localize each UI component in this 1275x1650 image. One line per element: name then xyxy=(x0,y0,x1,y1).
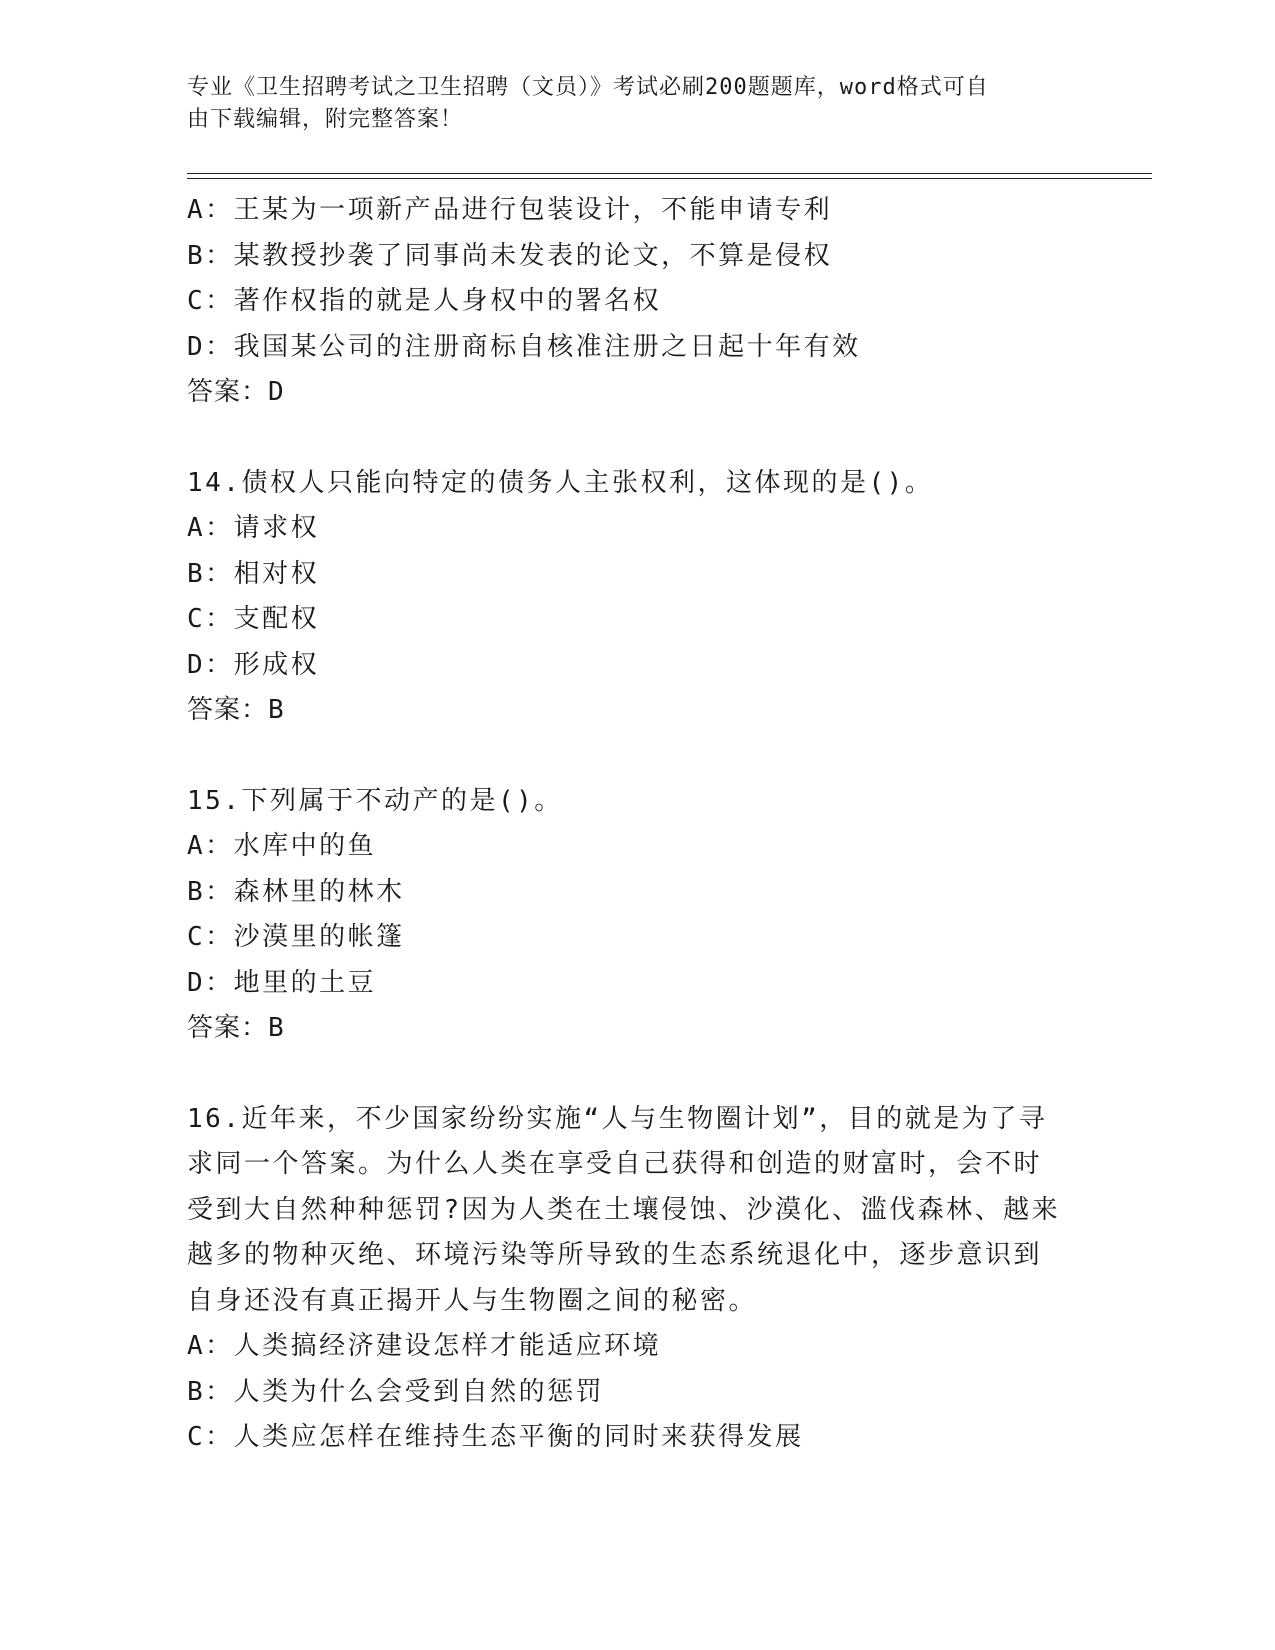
header-line-1: 专业《卫生招聘考试之卫生招聘（文员）》考试必刷200题题库，word格式可自 xyxy=(187,75,989,100)
question-13 xyxy=(187,188,1087,416)
question-stem-line-1: 16.近年来，不少国家纷纷实施“人与生物圈计划”，目的就是为了寻 xyxy=(187,1103,1048,1134)
option-d: D：形成权 xyxy=(187,649,320,680)
header-rule-bottom xyxy=(187,178,1152,179)
document-header xyxy=(187,72,1067,136)
question-stem-line-4: 越多的物种灭绝、环境污染等所导致的生态系统退化中，逐步意识到 xyxy=(187,1240,1043,1270)
answer: 答案：D xyxy=(187,377,285,407)
answer: 答案：B xyxy=(187,695,285,725)
option-b: B：某教授抄袭了同事尚未发表的论文，不算是侵权 xyxy=(187,240,833,271)
option-c: C：支配权 xyxy=(187,604,320,634)
question-stem-line-3: 受到大自然种种惩罚?因为人类在土壤侵蚀、沙漠化、滥伐森林、越来 xyxy=(187,1194,1061,1225)
question-stem: 15.下列属于不动产的是()。 xyxy=(187,785,563,816)
option-c: C：著作权指的就是人身权中的署名权 xyxy=(187,286,662,316)
option-c: C：沙漠里的帐篷 xyxy=(187,922,405,952)
option-a: A：人类搞经济建设怎样才能适应环境 xyxy=(187,1331,662,1361)
header-line-2: 由下载编辑，附完整答案！ xyxy=(187,107,464,132)
option-b: B：相对权 xyxy=(187,558,320,589)
option-b: B：森林里的林木 xyxy=(187,876,405,907)
question-16 xyxy=(187,1097,1087,1461)
option-d: D：我国某公司的注册商标自核准注册之日起十年有效 xyxy=(187,331,861,362)
question-14 xyxy=(187,461,1087,734)
option-a: A：请求权 xyxy=(187,513,320,543)
question-stem-line-2: 求同一个答案。为什么人类在享受自己获得和创造的财富时，会不时 xyxy=(187,1149,1043,1179)
option-b: B：人类为什么会受到自然的惩罚 xyxy=(187,1376,605,1407)
option-a: A：王某为一项新产品进行包装设计，不能申请专利 xyxy=(187,195,833,225)
answer: 答案：B xyxy=(187,1013,285,1043)
question-stem: 14.债权人只能向特定的债务人主张权利，这体现的是()。 xyxy=(187,467,934,498)
question-list xyxy=(187,188,1087,1461)
question-15 xyxy=(187,779,1087,1052)
question-stem-line-5: 自身还没有真正揭开人与生物圈之间的秘密。 xyxy=(187,1285,758,1316)
option-c: C：人类应怎样在维持生态平衡的同时来获得发展 xyxy=(187,1422,804,1452)
option-d: D：地里的土豆 xyxy=(187,967,377,998)
option-a: A：水库中的鱼 xyxy=(187,831,377,861)
header-rule-top xyxy=(187,173,1152,174)
